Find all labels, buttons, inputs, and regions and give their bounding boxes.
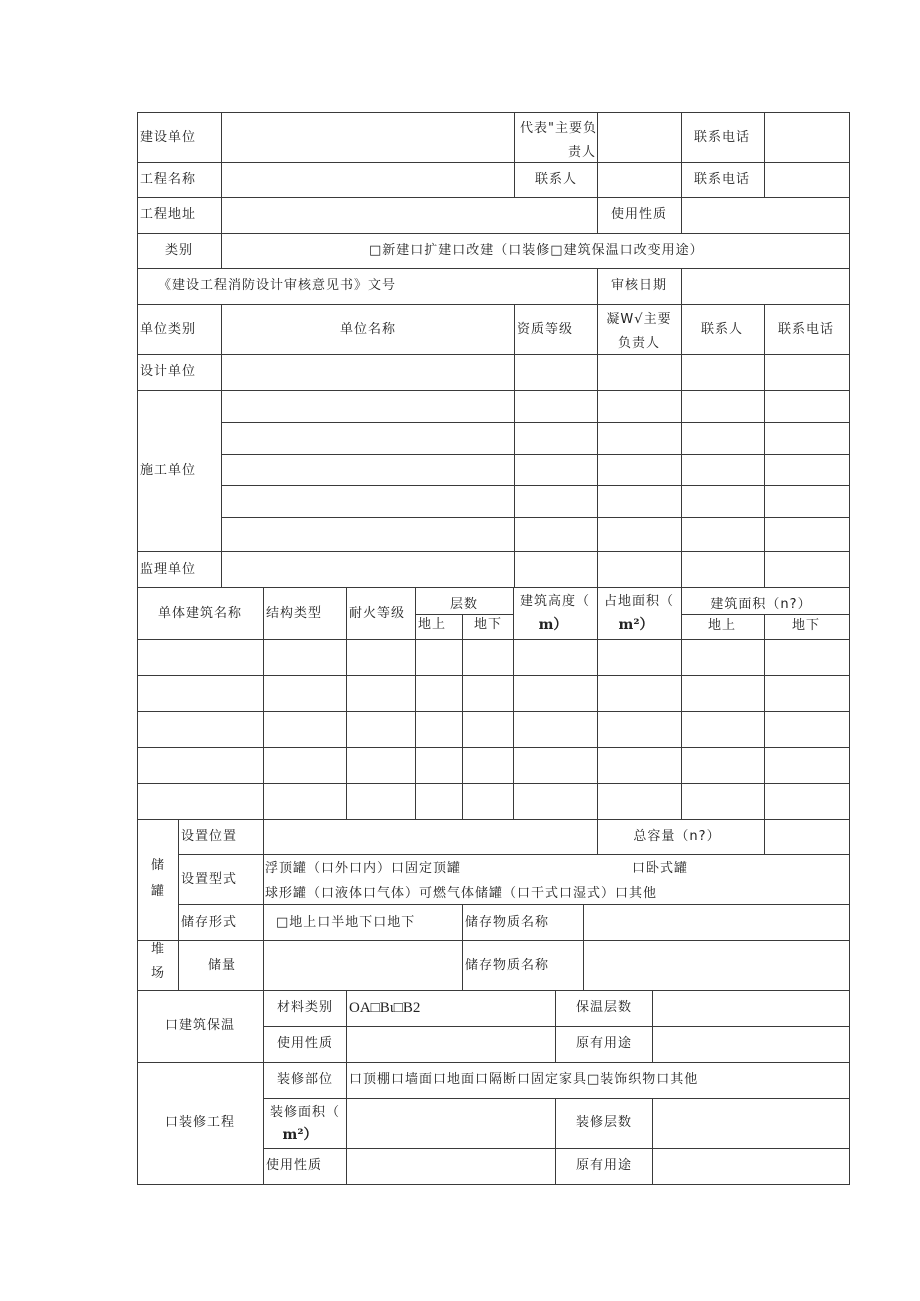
storage-form-label: 储存形式: [181, 915, 238, 930]
project-address-label: 工程地址: [140, 207, 197, 222]
fire-rating-header: 耐火等级: [349, 606, 406, 621]
phone-label-2: 联系电话: [693, 172, 751, 187]
insulation-original-use-label: 原有用途: [575, 1036, 633, 1051]
line: [346, 587, 347, 819]
line: [514, 112, 515, 198]
setup-type-label: 设置型式: [181, 872, 238, 887]
renovation-area-line1: 装修面积（: [270, 1105, 341, 1120]
height-header-line2: m）: [538, 617, 568, 633]
line: [137, 390, 850, 391]
line: [346, 990, 347, 1184]
line: [583, 904, 584, 990]
tank-char-1: 储: [150, 858, 166, 873]
yard-char-1: 堆: [150, 942, 166, 957]
material-type-options[interactable]: OA□Bι□B2: [349, 1000, 421, 1016]
material-type-label: 材料类别: [276, 1000, 334, 1015]
line: [178, 854, 850, 855]
line: [137, 354, 850, 355]
line: [263, 587, 264, 819]
line: [681, 587, 682, 819]
renovation-part-label: 装修部位: [276, 1072, 334, 1087]
line: [263, 990, 264, 1184]
line: [263, 1148, 850, 1149]
line: [513, 587, 514, 819]
legal-rep-header-line2: 负责人: [617, 336, 661, 351]
setup-type-options-line1[interactable]: 浮顶罐（口外口内）口固定顶罐: [265, 861, 462, 876]
line: [137, 711, 850, 712]
line: [263, 1098, 850, 1099]
line: [597, 819, 598, 854]
area-below-header: 地下: [791, 618, 821, 633]
line: [137, 675, 850, 676]
category-label: 类别: [164, 243, 194, 258]
location-label: 设置位置: [181, 829, 238, 844]
project-name-label: 工程名称: [140, 172, 197, 187]
line: [681, 614, 850, 615]
renovation-use-nature-label: 使用性质: [266, 1158, 323, 1173]
line: [764, 819, 765, 854]
line: [137, 747, 850, 748]
design-unit-label: 设计单位: [140, 364, 197, 379]
phone-header: 联系电话: [777, 322, 835, 337]
line: [462, 904, 463, 990]
line: [221, 485, 850, 486]
line: [764, 614, 765, 819]
line: [137, 783, 850, 784]
line: [137, 940, 850, 941]
line: [137, 112, 138, 1185]
line: [137, 990, 850, 991]
line: [263, 819, 264, 990]
line: [555, 990, 556, 1062]
line: [597, 304, 598, 587]
line: [652, 1098, 653, 1184]
line: [681, 268, 682, 304]
footprint-header-line1: 占地面积（: [604, 594, 675, 609]
representative-label-line1: 代表"主要负: [520, 121, 597, 136]
line: [597, 268, 598, 304]
renovation-area-line2: m²）: [282, 1127, 318, 1143]
insulation-title[interactable]: 口建筑保温: [164, 1018, 236, 1033]
line: [137, 268, 850, 269]
unit-category-header: 单位类别: [140, 322, 197, 337]
line: [178, 819, 179, 990]
storage-form-options[interactable]: □地上口半地下口地下: [276, 915, 416, 930]
line: [597, 112, 598, 233]
line: [137, 233, 850, 234]
line: [221, 304, 222, 587]
line: [764, 304, 765, 587]
insulation-layers-label: 保温层数: [575, 1000, 633, 1015]
line: [849, 112, 850, 1185]
line: [221, 517, 850, 518]
line: [415, 614, 513, 615]
line: [764, 112, 765, 198]
area-above-header: 地上: [707, 618, 737, 633]
line: [137, 819, 850, 820]
line: [597, 587, 598, 819]
substance-name-label: 储存物质名称: [465, 915, 550, 930]
line: [137, 1184, 850, 1185]
line: [137, 1062, 850, 1063]
tank-char-2: 罐: [150, 884, 166, 899]
setup-type-horizontal[interactable]: 口卧式罐: [632, 861, 689, 876]
line: [137, 304, 850, 305]
line: [681, 112, 682, 198]
building-name-header: 单体建筑名称: [157, 606, 243, 621]
line: [462, 614, 463, 819]
total-capacity-label: 总容量（n?）: [633, 829, 721, 844]
legal-rep-header-line1: 凝W√主要: [606, 312, 672, 327]
line: [178, 904, 850, 905]
insulation-use-nature-label: 使用性质: [276, 1036, 334, 1051]
category-options[interactable]: □新建口扩建口改建（口装修□建筑保温口改变用途）: [369, 243, 704, 258]
line: [681, 197, 682, 233]
qualification-header: 资质等级: [517, 322, 574, 337]
representative-label-line2: 责人: [568, 145, 597, 160]
substance-name-label-2: 储存物质名称: [465, 958, 550, 973]
line: [137, 551, 850, 552]
line: [514, 304, 515, 587]
supervision-unit-label: 监理单位: [140, 562, 197, 577]
line: [221, 422, 850, 423]
line: [137, 197, 850, 198]
line: [137, 112, 850, 113]
building-area-header: 建筑面积（n?）: [710, 597, 812, 612]
line: [652, 990, 653, 1062]
setup-type-options-line2[interactable]: 球形罐（口液体口气体）可燃气体储罐（口干式口湿式）口其他: [265, 886, 658, 901]
floors-header: 层数: [449, 597, 479, 612]
renovation-part-options[interactable]: 口顶棚口墙面口地面口隔断口固定家具□装饰织物口其他: [349, 1072, 699, 1087]
phone-label: 联系电话: [693, 130, 751, 145]
structure-type-header: 结构类型: [266, 606, 323, 621]
line: [555, 1098, 556, 1184]
line: [137, 162, 850, 163]
construction-unit-label: 建设单位: [140, 130, 197, 145]
line: [221, 112, 222, 269]
line: [137, 639, 850, 640]
contact-label: 联系人: [534, 172, 578, 187]
unit-name-header: 单位名称: [339, 322, 397, 337]
footprint-header-line2: m²）: [618, 617, 654, 633]
use-nature-label: 使用性质: [610, 207, 668, 222]
floors-below-header: 地下: [473, 617, 503, 632]
quantity-label: 储量: [207, 958, 237, 973]
line: [137, 587, 850, 588]
renovation-original-use-label: 原有用途: [575, 1158, 633, 1173]
floors-above-header: 地上: [418, 617, 447, 632]
line: [263, 1026, 850, 1027]
opinion-doc-label: 《建设工程消防设计审核意见书》文号: [158, 278, 397, 293]
height-header-line1: 建筑高度（: [520, 594, 591, 609]
renovation-layers-label: 装修层数: [575, 1115, 633, 1130]
yard-char-2: 场: [150, 966, 166, 981]
construction-company-label: 施工单位: [140, 463, 197, 478]
contact-header: 联系人: [700, 322, 744, 337]
renovation-title[interactable]: 口装修工程: [164, 1115, 236, 1130]
line: [221, 454, 850, 455]
line: [681, 304, 682, 587]
line: [415, 587, 416, 819]
review-date-label: 审核日期: [610, 278, 668, 293]
